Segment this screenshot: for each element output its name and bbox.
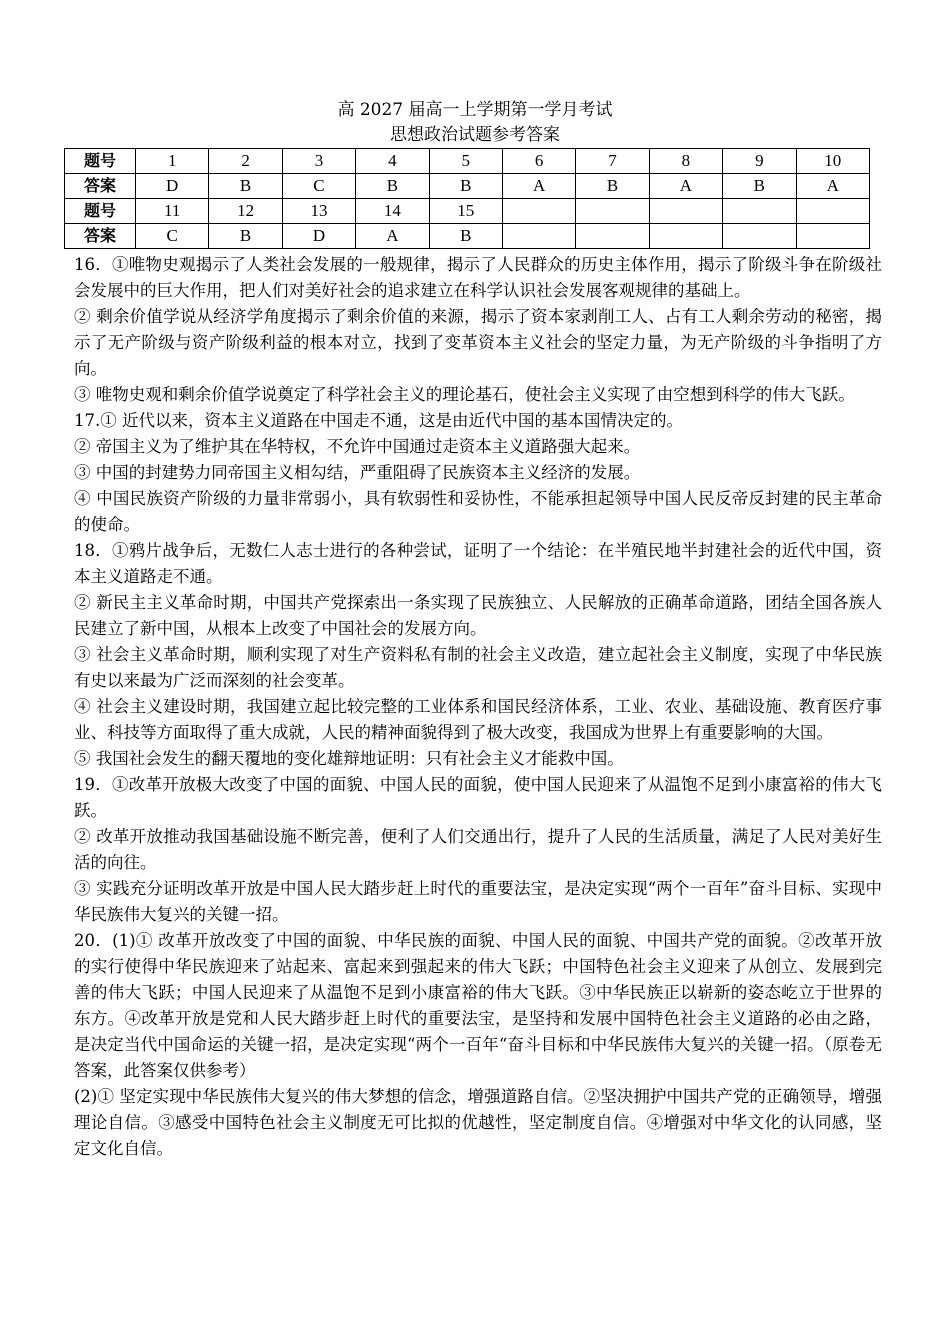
answer-table-row [65,224,870,249]
answer-table-cell: B [429,224,502,249]
answer-table-cell: 7 [576,149,649,174]
answer-table-row-label: 答案 [65,224,136,249]
answer-table-cell [576,199,649,224]
answer-table-cell: 14 [356,199,429,224]
answer-table-cell: 8 [649,149,722,174]
answer-table-cell: 3 [282,149,355,174]
answer-paragraph: ② 改革开放推动我国基础设施不断完善，便利了人们交通出行，提升了人民的生活质量，满足了人民对美好生活的向往。 [74,827,882,872]
answer-paragraph: ② 新民主主义革命时期，中国共产党探索出一条实现了民族独立、人民解放的正确革命道路，团结全国各族人民建立了新中国，从根本上改变了中国社会的发展方向。 [74,593,882,638]
answer-table-row-label: 题号 [65,149,136,174]
answer-table-cell: B [576,174,649,199]
answer-table-cell: 6 [502,149,575,174]
answer-paragraph: 20．(1)① 改革开放改变了中国的面貌、中华民族的面貌、中国人民的面貌、中国共产党的面貌。②改革开放的实行使得中华民族迎来了站起来、富起来到强起来的伟大飞跃；中国特色社会主义迎来了从创立、发展到完善的伟大飞跃；中国人民迎来了从温饱不足到小康富裕的伟大飞跃。③中华民族正以崭新的姿态屹立于世界的东方。④改革开放是党和人民大踏步赶上时代的重要法宝，是坚持和发展中国特色社会主义道路的必由之路，是决定当代中国命运的关键一招，是决定实现“两个一百年“奋斗目标和中华民族伟大复兴的关键一招。（原卷无答案，此答案仅供参考） [74,931,882,1080]
answer-table-cell: B [723,174,796,199]
answer-paragraph: (2)① 坚定实现中华民族伟大复兴的伟大梦想的信念，增强道路自信。②坚决拥护中国共产党的正确领导，增强理论自信。③感受中国特色社会主义制度无可比拟的优越性，坚定制度自信。④增强对中华文化的认同感，坚定文化自信。 [74,1087,882,1158]
answer-table-cell: A [356,224,429,249]
answer-table-cell: 2 [209,149,282,174]
answer-table-row [65,199,870,224]
answer-table-cell: 12 [209,199,282,224]
answer-table-cell: 13 [282,199,355,224]
answer-table-row [65,174,870,199]
answer-paragraph: ③ 社会主义革命时期，顺利实现了对生产资料私有制的社会主义改造，建立起社会主义制度，实现了中华民族有史以来最为广泛而深刻的社会变革。 [74,645,882,690]
answer-table-cell: 9 [723,149,796,174]
answer-table-cell [502,224,575,249]
answer-table-cell: B [429,174,502,199]
answer-table-cell [796,224,869,249]
document-subtitle: 思想政治试题参考答案 [390,125,560,145]
answer-table-cell: 11 [136,199,209,224]
answer-paragraph: ② 剩余价值学说从经济学角度揭示了剩余价值的来源，揭示了资本家剥削工人、占有工人剩余劳动的秘密，揭示了无产阶级与资产阶级利益的根本对立，找到了变革资本主义社会的坚定力量，为无产阶级的斗争指明了方向。 [74,307,882,378]
answer-paragraph: 19．①改革开放极大改变了中国的面貌、中国人民的面貌，使中国人民迎来了从温饱不足到小康富裕的伟大飞跃。 [74,775,882,820]
answer-paragraph: ④ 中国民族资产阶级的力量非常弱小，具有软弱性和妥协性，不能承担起领导中国人民反帝反封建的民主革命的使命。 [74,489,882,534]
answer-table-cell [796,199,869,224]
answer-table-row-label: 题号 [65,199,136,224]
answer-table-cell: C [282,174,355,199]
document-title: 高 2027 届高一上学期第一学月考试 [337,100,613,120]
answer-table-cell: 1 [136,149,209,174]
answer-table-cell [576,224,649,249]
answer-table-cell: B [356,174,429,199]
answer-table-cell: B [209,224,282,249]
answer-table-cell: 5 [429,149,502,174]
answer-table-cell: C [136,224,209,249]
answer-body [74,252,882,1162]
answer-table-cell: 10 [796,149,869,174]
answer-paragraph: 16．①唯物史观揭示了人类社会发展的一般规律，揭示了人民群众的历史主体作用，揭示了阶级斗争在阶级社会发展中的巨大作用，把人们对美好社会的追求建立在科学认识社会发展客观规律的基础上。 [74,255,882,300]
answer-table-cell: B [209,174,282,199]
answer-table-cell: A [502,174,575,199]
answer-table [64,148,870,249]
answer-table-cell: A [796,174,869,199]
answer-table-cell: 15 [429,199,502,224]
answer-paragraph: ③ 中国的封建势力同帝国主义相勾结，严重阻碍了民族资本主义经济的发展。 [74,463,641,482]
answer-paragraph: ④ 社会主义建设时期，我国建立起比较完整的工业体系和国民经济体系，工业、农业、基础设施、教育医疗事业、科技等方面取得了重大成就，人民的精神面貌得到了极大改变，我国成为世界上有重要影响的大国。 [74,697,882,742]
answer-table-cell [723,224,796,249]
answer-table-cell [502,199,575,224]
answer-table-cell: 4 [356,149,429,174]
answer-table-row [65,149,870,174]
answer-table-cell: D [282,224,355,249]
answer-paragraph: ③ 实践充分证明改革开放是中国人民大踏步赶上时代的重要法宝，是决定实现“两个一百年”奋斗目标、实现中华民族伟大复兴的关键一招。 [74,879,882,924]
answer-paragraph: 17.① 近代以来，资本主义道路在中国走不通，这是由近代中国的基本国情决定的。 [74,411,683,430]
answer-table-cell: A [649,174,722,199]
answer-table-cell: D [136,174,209,199]
answer-table-cell [649,199,722,224]
answer-paragraph: ② 帝国主义为了维护其在华特权，不允许中国通过走资本主义道路强大起来。 [74,437,641,456]
answer-table-cell [649,224,722,249]
answer-paragraph: ⑤ 我国社会发生的翻天覆地的变化雄辩地证明：只有社会主义才能救中国。 [74,749,624,768]
answer-table-row-label: 答案 [65,174,136,199]
answer-paragraph: ③ 唯物史观和剩余价值学说奠定了科学社会主义的理论基石，使社会主义实现了由空想到科学的伟大飞跃。 [74,385,855,404]
answer-table-cell [723,199,796,224]
answer-paragraph: 18．①鸦片战争后，无数仁人志士进行的各种尝试，证明了一个结论：在半殖民地半封建社会的近代中国，资本主义道路走不通。 [74,541,882,586]
